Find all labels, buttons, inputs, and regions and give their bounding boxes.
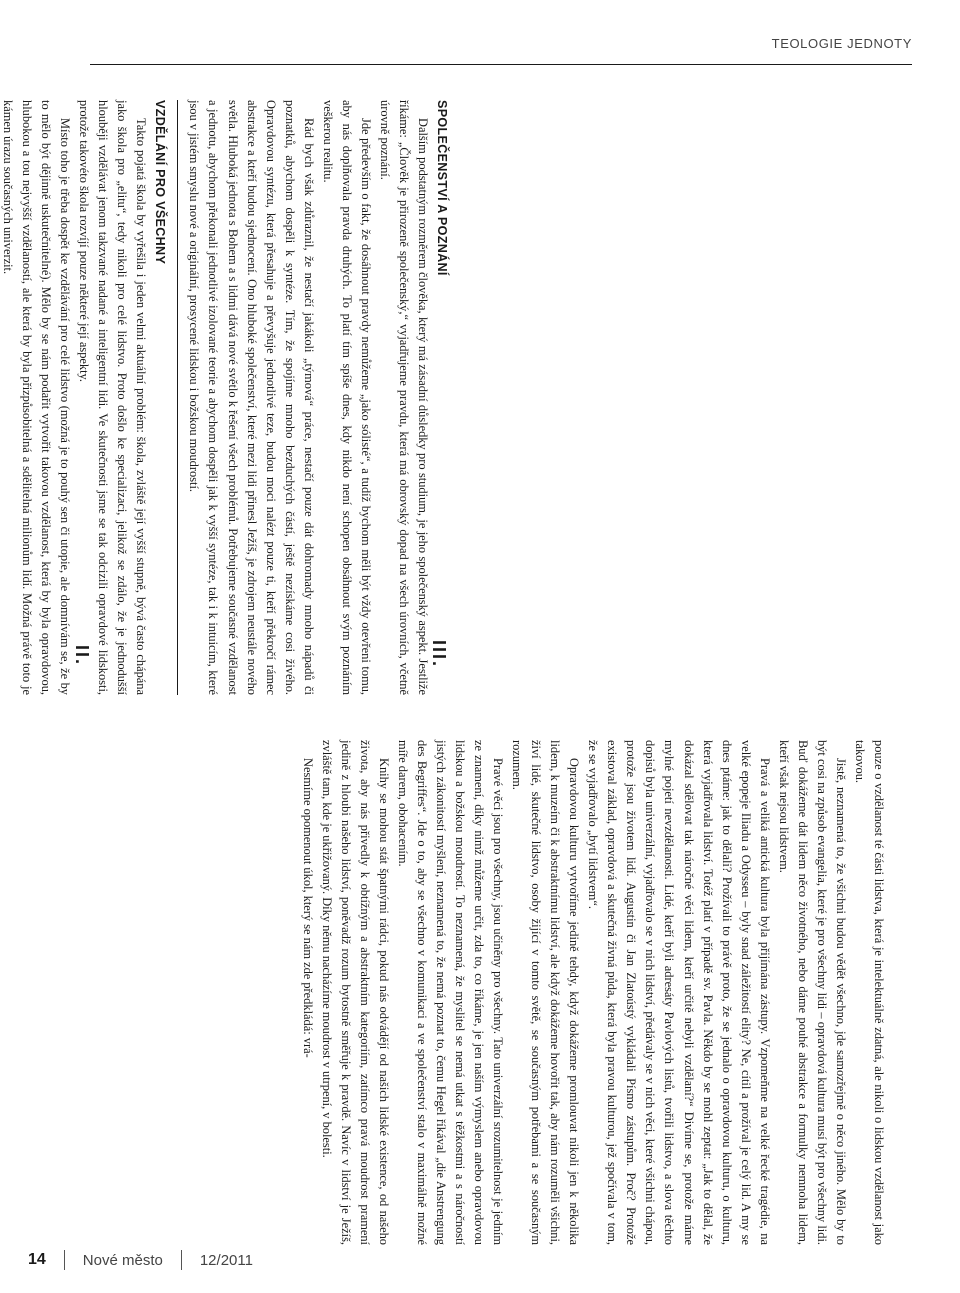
paragraph: Nesmíme opomenout úkol, který se nám zde předkládá: vrá-	[300, 758, 315, 1058]
paragraph: Rád bych však zdůraznil, že nestačí jakákoli „týmová“ práce, nestačí pouze dát dohromady mnoho nápadů či poznatků, abychom dospěli k syntéze. Tím, že spojíme mnoho bezduchých částí, ještě nezískáme cosi živého. Opravdovou syntézu, která přesahuje a převyšuje jednotlivé teze, budou moci nalézt pouze ti, kteří překročí rámec abstrakce a kteří budou sjednocení. Ono hluboké společenství, které mezi lidi přinesl Ježíš, je zdrojem neustále nového světla. Hluboká jednota s Bohem a s lidmi dává nové světlo k řešení všech problémů. Potřebujeme současné vzdělanost a jednotu, abychom překonali jednotlivé izolované teorie a abychom dospěli jak k vyšší syntéze, tak i k intuicím, které jsou v jistém smyslu nové a originální, prosycené lidskou i božskou moudrostí.	[187, 100, 316, 695]
section-divider	[177, 100, 178, 695]
paragraph: Pravé věci jsou pro všechny, jsou učiněny pro všechny. Tato univerzální srozumitelnost je jedním ze znamení, díky nimž můžeme určit, zda to, co říkáme, je jen naším výmyslem anebo opravdovou lidskou a božskou moudrostí. To neznamená, že myslitel se nemá utkat s těžkostmi a s náročností jistých zákonitostí myšlení, neznamená to, že nemá poznat to, čemu Hegel říkával „die Anstrengung des Begriffes“. Jde o to, aby se všechno v komunikaci a ve společenství stalo v maximálně možné míře darem, obohacením.	[395, 740, 506, 1245]
header-rule	[90, 64, 912, 65]
footer-separator	[181, 1250, 182, 1270]
section-heading: VZDĚLÁNÍ PRO VŠECHNY	[153, 100, 168, 265]
footer-separator	[64, 1250, 65, 1270]
paragraph: Takto pojatá škola by vyřešila i jeden velmi aktuální problém: škola, zvláště její vyšší stupně, bývá často chápána jako škola pro „elitu“, tedy nikoli pro celé lidstvo. Proto došlo ke specializaci, jelikož se zdálo, že je jednodušší hlouběji vzdělávat jenom takzvané nadané a inteligentní lidi. Ve skutečnosti jsme se tak odcizili opravdové lidskosti, protože takovéto škola rozvíjí pouze některé její aspekty.	[77, 100, 149, 695]
paragraph: Jistě, neznamená to, že všichni budou vědět všechno, jde samozřejmě o něco jiného. Mělo by to být cosi na způsob evangelia, které je pro všechny lidi – opravdová kultura musí být pro všechny lidi. Buď dokážeme dát lidem něco životného, nebo dáme pouhé abstrakce a formulky nemnoha lidem, kteří však nejsou lidstvem.	[776, 740, 848, 1245]
issue-number: 12/2011	[199, 1251, 253, 1269]
paragraph: pouze o vzdělanost té části lidstva, která je intelektuálně zdatná, ale nikoli o lidskou vzdělanost jako takovou.	[852, 740, 886, 1245]
section-numeral: III.	[429, 640, 449, 669]
paragraph: Dalším podstatným rozměrem člověka, který má zásadní důsledky pro studium, je jeho společenský aspekt. Jestliže říkáme: „Člověk je přirozeně společenský,“ vyjadřujeme pravdu, která má obrovský dopad na všech úrovních, včetně úrovně poznání.	[377, 100, 430, 695]
paragraph: Opravdovou kulturu vytvoříme jedině tehdy, když dokážeme promlouvat nikoli jen k několika lidem, k muzeím či k abstraktnímu lidství, ale když dokážeme hovořit tak, aby nám rozuměli všichni, živí lidé, skutečné lidstvo, osoby žijící v tomto světě, se současným potřebami a se současným rozumem.	[510, 740, 582, 1245]
section-heading: SPOLEČENSTVÍ A POZNÁNÍ	[435, 100, 449, 276]
magazine-title: Nové město	[82, 1251, 163, 1269]
running-head: TEOLOGIE JEDNOTY	[771, 36, 912, 51]
paragraph: Jde především o fakt, že dosáhnout pravdy nemůžeme „jako sólisté“, a tudíž bychom měli být vždy otevřeni tomu, aby nás doplňovala pravda druhých. To platí tím spíše dnes, kdy nikdo není schopen obsáhnout svým poznáním veškerou realitu.	[320, 100, 373, 695]
article-column-left	[1, 100, 451, 695]
paragraph: Knihy se mohou stát špatnými rádci, pokud nás odvádějí od našich lidské existence, od našeho života, aby nás přivedly k obtížným a abstraktním kategoriím, zatímco pravá moudrost pramení jedině z hloubi našeho lidství, poněvadž rozum bytostně směřuje k pravdě. Navíc v lidství je Ježíš, zvláště tam, kde je ukřižovaný. Díky němu nacházíme moudrost v utrpení, v bolesti.	[319, 740, 391, 1245]
paragraph: Pravá a veliká antická kultura byla přijímána zástupy. Vzpomeňme na velké řecké tragédie, na velké epopeje Iliadu a Odysseu – byly snad záležitostí elity? Ne, cítil a prožíval je celý lid. A my se dnes ptáme: jak to dělali? Prožívali to právě proto, že se jednalo o opravdovou kulturu, o kulturu, která vyjadřovala lidství. Totéž platí v případě sv. Pavla. Někdo by se mohl zeptat: „Jak to dělal, že dokázal sdělovat tak náročné věci lidem, kteří určitě nebyli vzdělaní?“ Divíme se, protože máme mylné pojetí nevzdělanosti. Lidé, kteří byli adresáty Pavlových listů, tvořili lidstvo, a slova těchto dopisů byla univerzální, vyjadřovalo se v nich lidství, předávaly se v nich věci, které všichni chápou, protože jsou životem lidí. Augustin či Jan Zlatoústý vykládali Písmo zástupům. Proč? Protože existoval základ, opravdová a skutečná živná půda, která byla pravou kulturou, jež spočívala v tom, že se vyjadřovalo „bytí lidstvem“.	[586, 740, 772, 1245]
paragraph: Místo toho je třeba dospět ke vzdělávání pro celé lidstvo (možná je to pouhý sen či utopie, ale domnívám se, že by to mělo být dějinně uskutečnitelné). Mělo by se nám podařit vytvořit takovou vzdělanost, která by byla opravdovou, hlubokou a tou nejvyšší vzdělaností, ale která by byla přizpůsobitelná a sdělitelná milionům lidí. Možná právě toto je kámen úrazu současných univerzit.	[1, 100, 73, 695]
page-number: 14	[28, 1251, 46, 1268]
article-column-right	[300, 640, 888, 1245]
page-footer	[28, 1243, 253, 1277]
section-numeral: II.	[72, 645, 92, 667]
